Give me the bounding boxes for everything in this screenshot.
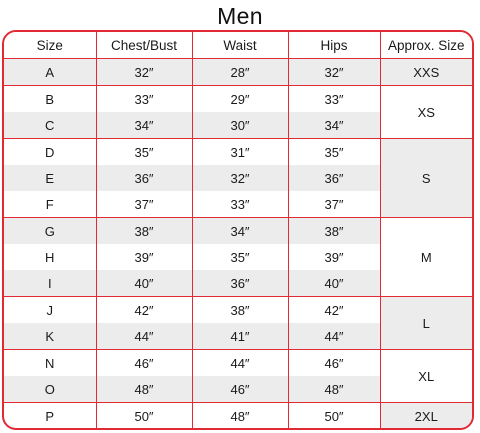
cell-waist: 41″ — [192, 323, 288, 350]
cell-hips: 44″ — [288, 323, 380, 350]
cell-waist: 44″ — [192, 350, 288, 377]
cell-approx-size: M — [380, 218, 472, 297]
table-row — [4, 59, 472, 86]
cell-hips: 42″ — [288, 297, 380, 324]
cell-waist: 31″ — [192, 139, 288, 166]
header-hips: Hips — [288, 32, 380, 59]
cell-size: N — [4, 350, 96, 377]
table-row — [4, 350, 472, 377]
cell-hips: 39″ — [288, 244, 380, 270]
cell-size: J — [4, 297, 96, 324]
cell-waist: 35″ — [192, 244, 288, 270]
cell-size: I — [4, 270, 96, 297]
cell-hips: 40″ — [288, 270, 380, 297]
cell-size: E — [4, 165, 96, 191]
cell-chest: 48″ — [96, 376, 192, 403]
cell-chest: 42″ — [96, 297, 192, 324]
cell-hips: 37″ — [288, 191, 380, 218]
cell-hips: 34″ — [288, 112, 380, 139]
cell-waist: 48″ — [192, 403, 288, 430]
cell-approx-size: S — [380, 139, 472, 218]
cell-hips: 46″ — [288, 350, 380, 377]
cell-chest: 34″ — [96, 112, 192, 139]
cell-size: F — [45, 196, 54, 212]
cell-approx-size: L — [380, 297, 472, 350]
cell-waist: 38″ — [192, 297, 288, 324]
table-row — [4, 139, 472, 166]
cell-size: B — [4, 86, 96, 113]
header-approx-size: Approx. Size — [380, 32, 472, 59]
cell-waist: 34″ — [192, 218, 288, 245]
cell-waist: 33″ — [192, 191, 288, 218]
cell-chest: 39″ — [96, 244, 192, 270]
cell-waist: 29″ — [192, 86, 288, 113]
cell-approx-size: XXS — [380, 59, 472, 86]
cell-waist: 28″ — [192, 59, 288, 86]
cell-chest: 32″ — [96, 59, 192, 86]
header-size: Size — [4, 32, 96, 59]
table-row — [4, 218, 472, 245]
cell-approx-size: 2XL — [380, 403, 472, 430]
table-row — [4, 86, 472, 113]
cell-chest: 37″ — [96, 191, 192, 218]
cell-chest: 36″ — [96, 165, 192, 191]
cell-waist: 30″ — [192, 112, 288, 139]
cell-hips: 35″ — [288, 139, 380, 166]
cell-waist: 46″ — [192, 376, 288, 403]
cell-chest: 50″ — [96, 403, 192, 430]
table-row — [4, 297, 472, 324]
cell-hips: 48″ — [288, 376, 380, 403]
cell-size: G — [4, 218, 96, 245]
header-chest-bust: Chest/Bust — [96, 32, 192, 59]
cell-chest: 35″ — [96, 139, 192, 166]
header-row — [4, 32, 472, 59]
cell-hips: 38″ — [288, 218, 380, 245]
table-row — [4, 403, 472, 430]
cell-approx-size: XL — [380, 350, 472, 403]
cell-size: P — [4, 403, 96, 430]
cell-size: C — [4, 112, 96, 139]
cell-size: A — [4, 59, 96, 86]
cell-approx-size: XS — [380, 86, 472, 139]
header-waist: Waist — [192, 32, 288, 59]
cell-size: H — [45, 249, 55, 265]
cell-chest: 33″ — [96, 86, 192, 113]
cell-size: O — [4, 376, 96, 403]
cell-size: D — [4, 139, 96, 166]
cell-hips: 33″ — [288, 86, 380, 113]
cell-hips: 36″ — [288, 165, 380, 191]
cell-waist: 36″ — [192, 270, 288, 297]
cell-waist: 32″ — [192, 165, 288, 191]
cell-hips: 50″ — [288, 403, 380, 430]
cell-chest: 40″ — [96, 270, 192, 297]
cell-chest: 44″ — [96, 323, 192, 350]
cell-chest: 38″ — [96, 218, 192, 245]
page-title: Men — [217, 3, 263, 29]
size-chart-table — [2, 30, 474, 430]
cell-chest: 46″ — [96, 350, 192, 377]
cell-hips: 32″ — [288, 59, 380, 86]
cell-size: K — [4, 323, 96, 350]
